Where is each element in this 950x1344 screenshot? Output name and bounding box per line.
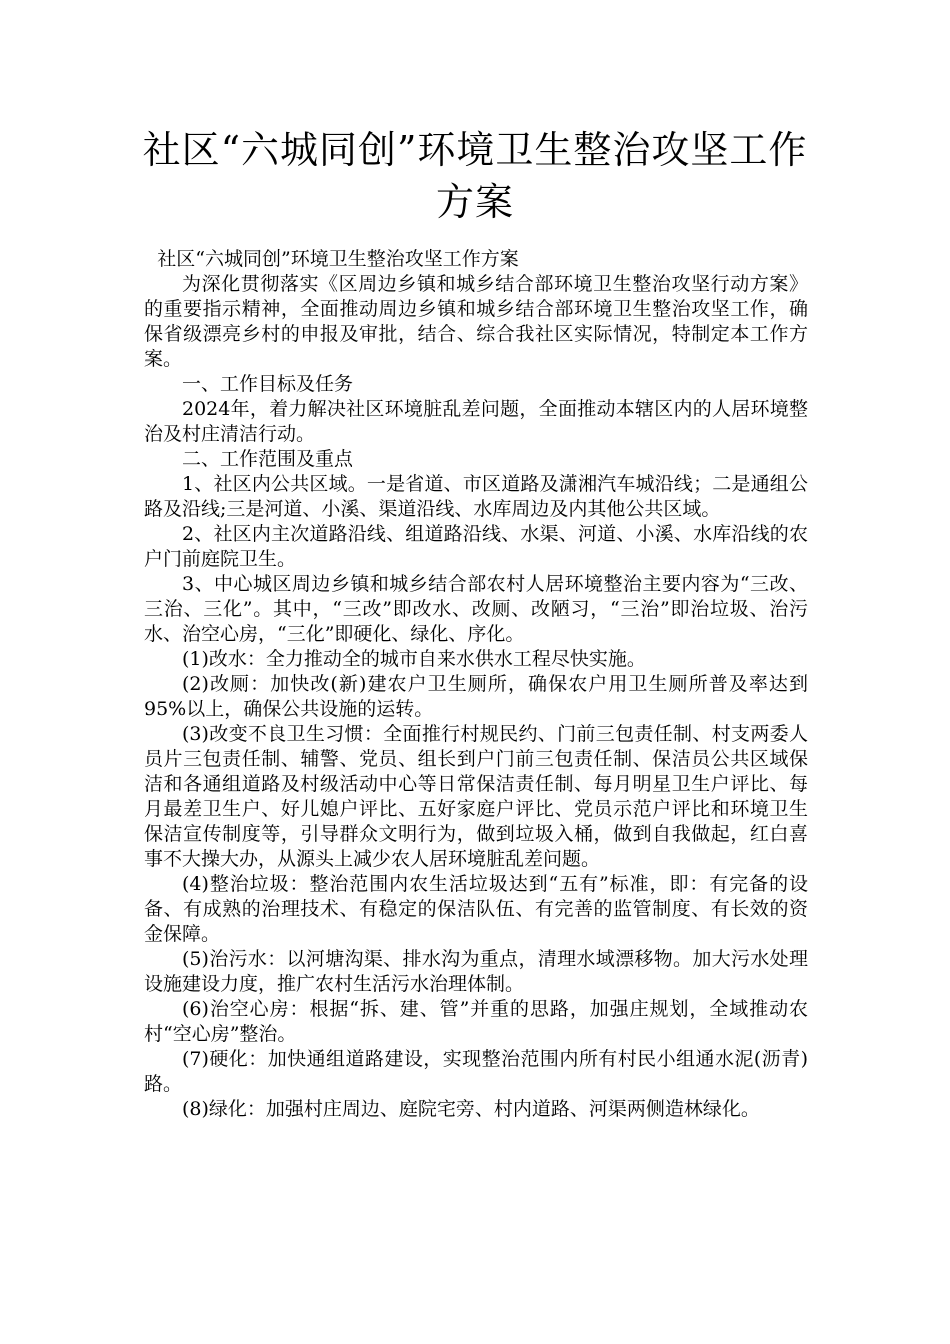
goals-paragraph: 2024年，着力解决社区环境脏乱差问题，全面推动本辖区内的人居环境整治及村庄清洁行动。 bbox=[144, 398, 808, 445]
scope-item-2: 2、社区内主次道路沿线、组道路沿线、水渠、河道、小溪、水库沿线的农户门前庭院卫生。 bbox=[144, 523, 808, 570]
section-heading-goals: 一、工作目标及任务 bbox=[182, 373, 354, 395]
scope-item-3: 3、中心城区周边乡镇和城乡结合部农村人居环境整治主要内容为“三改、三治、三化”。其中，“三改”即改水、改厕、改陋习，“三治”即治垃圾、治污水、治空心房，“三化”即硬化、绿化、序化。 bbox=[144, 573, 808, 645]
scope-item-1: 1、社区内公共区域。一是省道、市区道路及潇湘汽车城沿线；二是通组公路及沿线;三是河道、小溪、渠道沿线、水库周边及内其他公共区域。 bbox=[144, 473, 808, 520]
measure-empty-houses: (6)治空心房：根据“拆、建、管”并重的思路，加强庄规划，全域推动农村“空心房”整治。 bbox=[144, 998, 808, 1045]
document-body bbox=[144, 247, 808, 1122]
measure-habits: (3)改变不良卫生习惯：全面推行村规民约、门前三包责任制、村支两委人员片三包责任制、辅警、党员、组长到户门前三包责任制、保洁员公共区域保洁和各通组道路及村级活动中心等日常保洁责任制、每月明星卫生户评比、每月最差卫生户、好儿媳户评比、五好家庭户评比、党员示范户评比和环境卫生保洁宣传制度等，引导群众文明行为，做到垃圾入桶，做到自我做起，红白喜事不大操大办，从源头上减少农人居环境脏乱差问题。 bbox=[144, 723, 808, 870]
measure-sewage: (5)治污水：以河塘沟渠、排水沟为重点，清理水域漂移物。加大污水处理设施建设力度，推广农村生活污水治理体制。 bbox=[144, 948, 808, 995]
measure-hardening: (7)硬化：加快通组道路建设，实现整治范围内所有村民小组通水泥(沥青)路。 bbox=[144, 1048, 808, 1095]
intro-paragraph: 为深化贯彻落实《区周边乡镇和城乡结合部环境卫生整治攻坚行动方案》的重要指示精神，全面推动周边乡镇和城乡结合部环境卫生整治攻坚工作，确保省级漂亮乡村的申报及审批，结合、综合我社区实际情况，特制定本工作方案。 bbox=[144, 273, 808, 370]
measure-water: (1)改水：全力推动全的城市自来水供水工程尽快实施。 bbox=[182, 648, 646, 670]
measure-toilet: (2)改厕：加快改(新)建农户卫生厕所，确保农户用卫生厕所普及率达到95%以上，确保公共设施的运转。 bbox=[144, 673, 808, 720]
section-heading-scope: 二、工作范围及重点 bbox=[182, 448, 354, 470]
measure-greening: (8)绿化：加强村庄周边、庭院宅旁、村内道路、河渠两侧造林绿化。 bbox=[182, 1098, 760, 1120]
measure-garbage: (4)整治垃圾：整治范围内农生活垃圾达到“五有”标准，即：有完备的设备、有成熟的治理技术、有稳定的保洁队伍、有完善的监管制度、有长效的资金保障。 bbox=[144, 873, 808, 945]
document-title: 社区“六城同创”环境卫生整治攻坚工作方案 bbox=[142, 128, 808, 224]
subtitle-paragraph: 社区“六城同创”环境卫生整治攻坚工作方案 bbox=[157, 248, 519, 270]
